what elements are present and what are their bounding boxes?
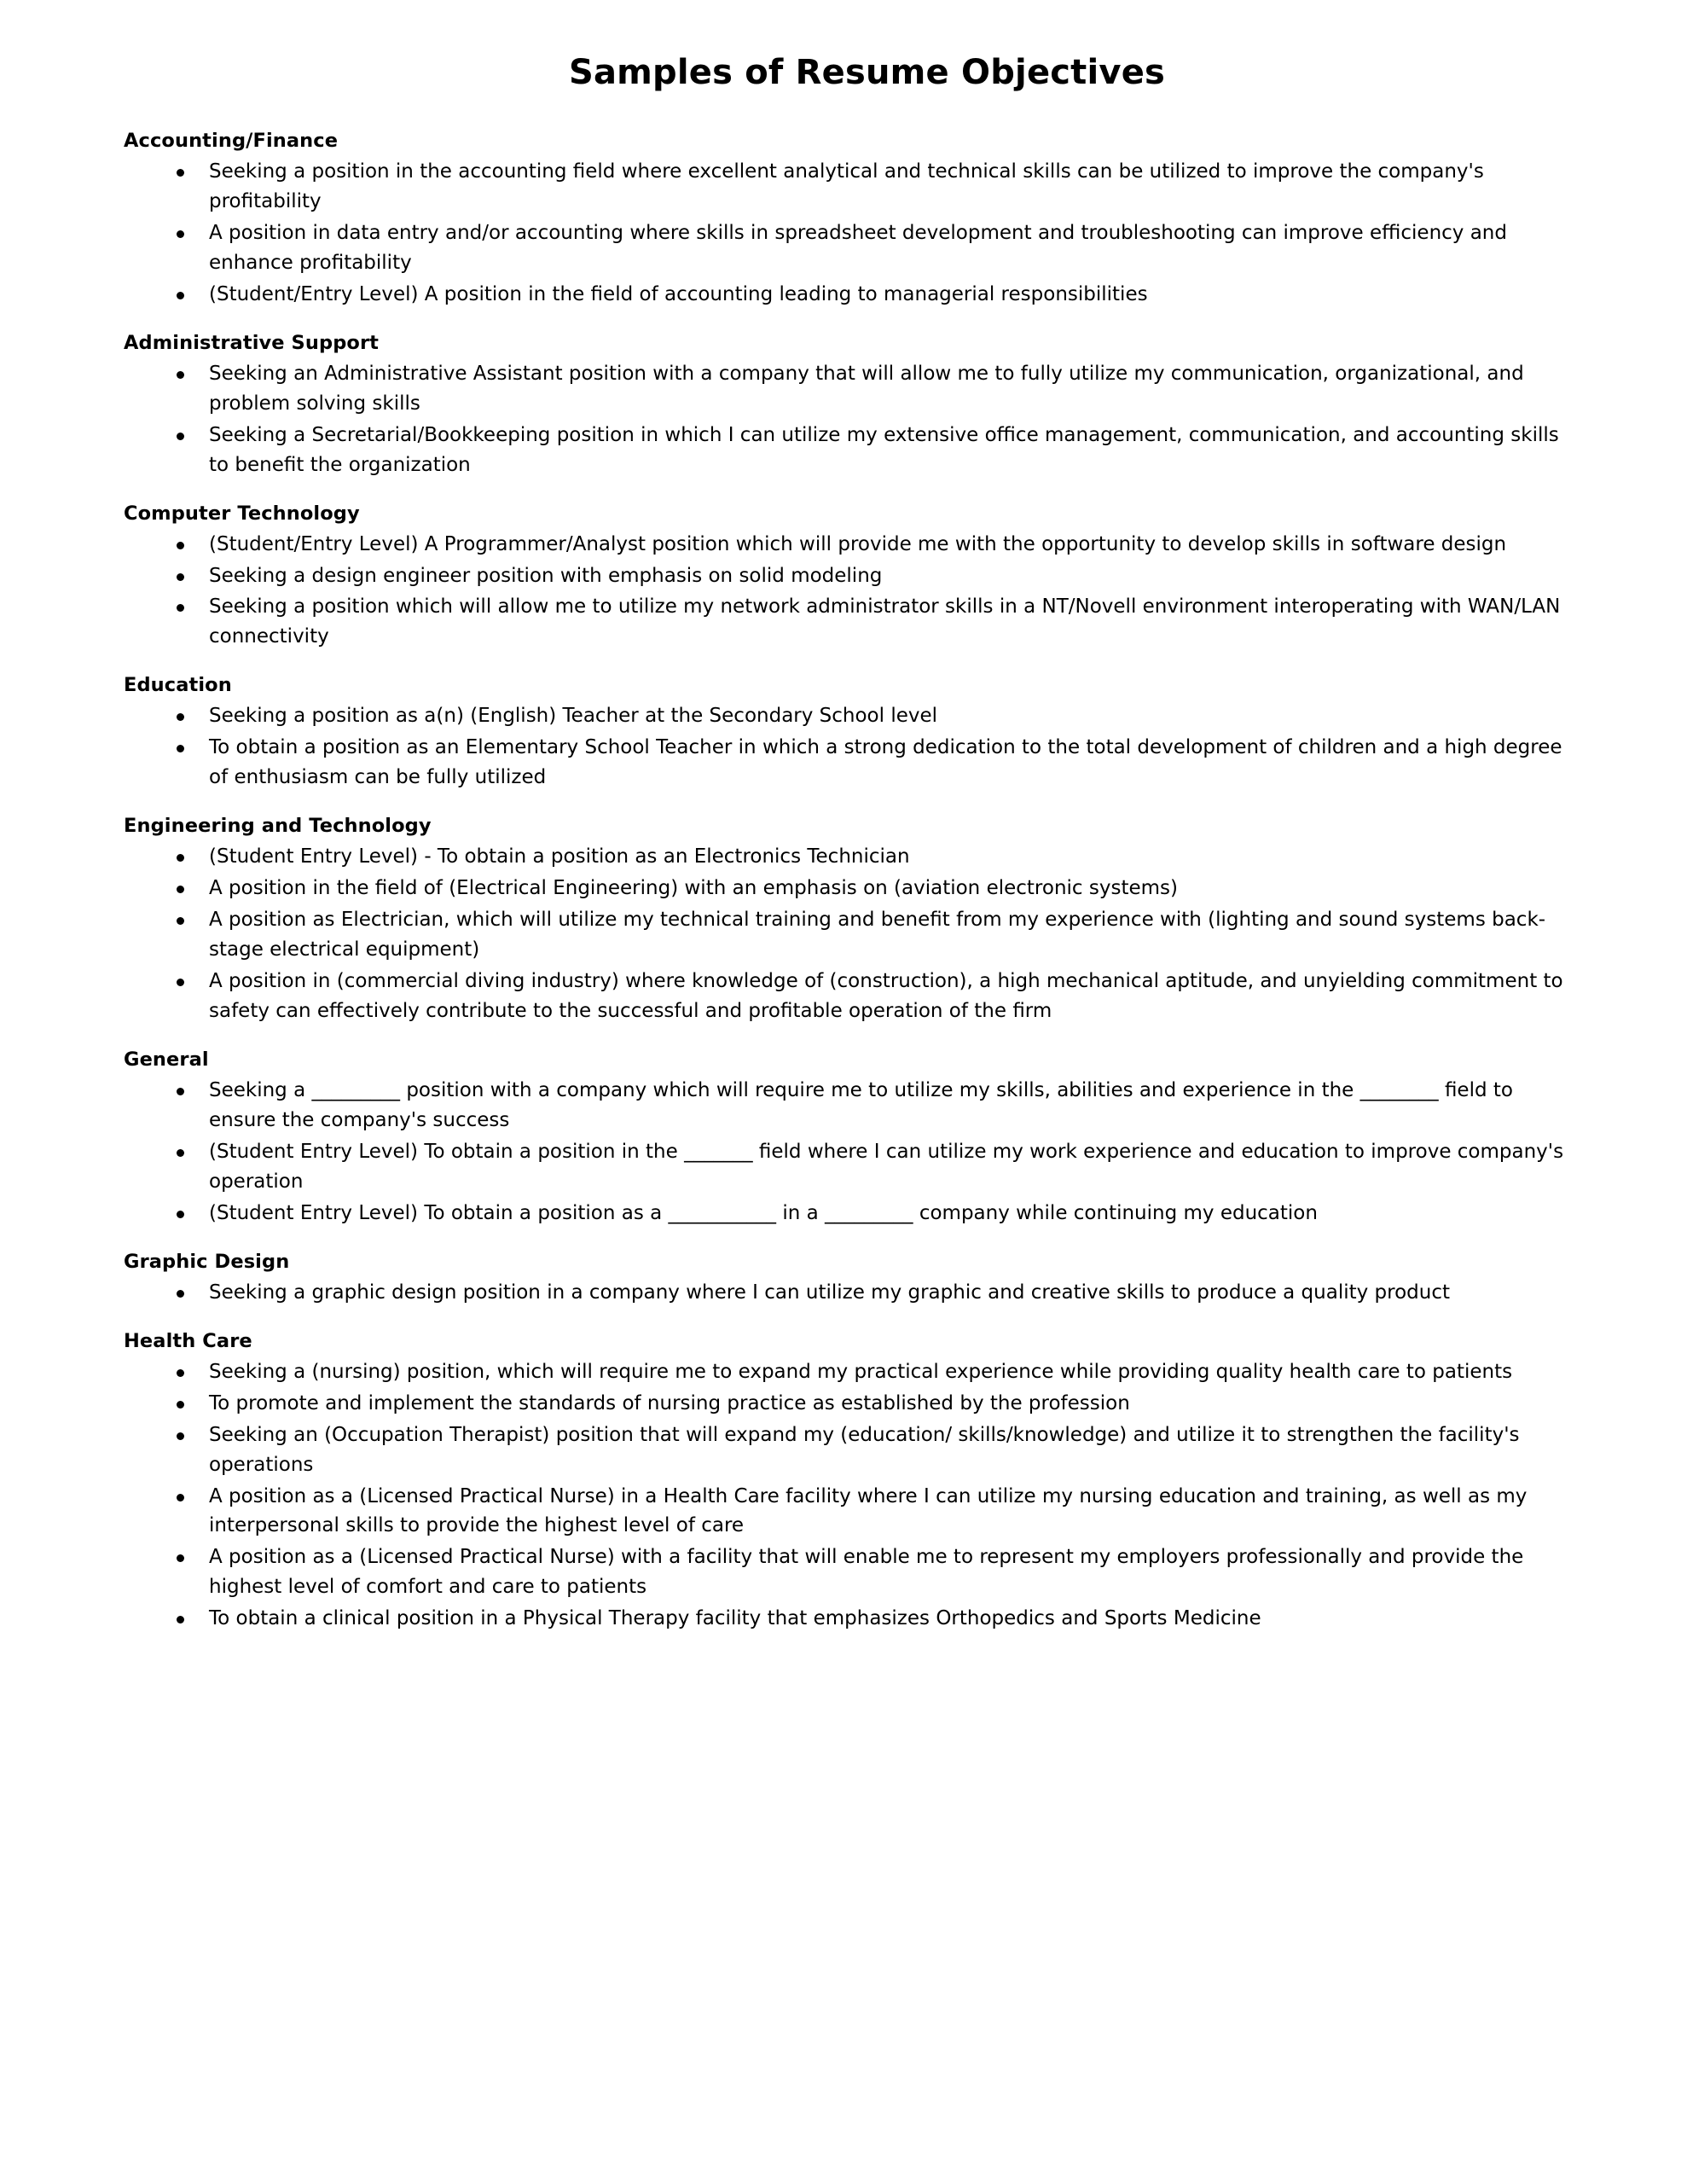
objective-list <box>124 530 1585 653</box>
objective-text: A position as Electrician, which will utilize my technical training and benefit from my experience with (lighting and sound systems back-stage electrical equipment) <box>209 909 1546 961</box>
list-item <box>124 1278 1585 1308</box>
objective-text: (Student/Entry Level) A position in the field of accounting leading to managerial responsibilities <box>209 282 1148 305</box>
section-heading: Health Care <box>124 1329 252 1352</box>
objective-text: Seeking a _________ position with a company which will require me to utilize my skills, abilities and experience in the ________ field to ensure the company's success <box>209 1078 1513 1131</box>
bullet-dot-icon <box>177 230 184 238</box>
list-item <box>124 1199 1585 1228</box>
page-title: Samples of Resume Objectives <box>568 53 1166 92</box>
list-item <box>124 1604 1585 1634</box>
objective-text: Seeking a design engineer position with emphasis on solid modeling <box>209 564 883 587</box>
objective-list <box>124 1278 1585 1308</box>
objective-text: Seeking a graphic design position in a company where I can utilize my graphic and creative skills to produce a quality product <box>209 1281 1451 1304</box>
objective-text: (Student Entry Level) - To obtain a position as an Electronics Technician <box>209 845 910 868</box>
list-item <box>124 1542 1585 1602</box>
resume-objective-section <box>124 815 1585 1026</box>
objective-text: To obtain a position as an Elementary School Teacher in which a strong dedication to the total development of children and a high degree of enthusiasm can be fully utilized <box>209 736 1562 789</box>
list-item <box>124 218 1585 278</box>
resume-objective-section <box>124 130 1585 310</box>
bullet-dot-icon <box>177 1149 184 1157</box>
resume-objective-section <box>124 332 1585 480</box>
objective-text: (Student/Entry Level) A Programmer/Analyst position which will provide me with the opportunity to develop skills in software design <box>209 532 1507 555</box>
section-heading: Computer Technology <box>124 502 360 525</box>
list-item <box>124 359 1585 419</box>
bullet-dot-icon <box>177 1088 184 1095</box>
bullet-dot-icon <box>177 1369 184 1377</box>
list-item <box>124 967 1585 1026</box>
objective-text: (Student Entry Level) To obtain a position as a ___________ in a _________ company while continuing my education <box>209 1201 1318 1224</box>
objective-list <box>124 1357 1585 1635</box>
objective-list <box>124 701 1585 793</box>
bullet-dot-icon <box>177 886 184 893</box>
objective-text: Seeking a position which will allow me to utilize my network administrator skills in a NT/Novell environment interoperating with WAN/LAN connectivity <box>209 595 1561 648</box>
objective-list <box>124 842 1585 1026</box>
bullet-dot-icon <box>177 745 184 752</box>
list-item <box>124 1389 1585 1419</box>
bullet-dot-icon <box>177 604 184 612</box>
list-item <box>124 1137 1585 1197</box>
list-item <box>124 530 1585 560</box>
bullet-dot-icon <box>177 169 184 177</box>
resume-objective-section <box>124 1048 1585 1228</box>
objective-text: Seeking a (nursing) position, which will require me to expand my practical experience while providing quality health care to patients <box>209 1360 1513 1383</box>
list-item <box>124 701 1585 731</box>
section-heading: Engineering and Technology <box>124 815 432 838</box>
objective-text: Seeking a position in the accounting field where excellent analytical and technical skills can be utilized to improve the company's profitability <box>209 160 1484 212</box>
list-item <box>124 842 1585 872</box>
list-item <box>124 592 1585 652</box>
objective-list <box>124 359 1585 480</box>
list-item <box>124 733 1585 793</box>
objective-text: Seeking a position as a(n) (English) Teacher at the Secondary School level <box>209 705 938 728</box>
section-heading: Administrative Support <box>124 331 380 354</box>
objective-text: To obtain a clinical position in a Physical Therapy facility that emphasizes Orthopedics and Sports Medicine <box>209 1607 1261 1630</box>
resume-objective-section <box>124 674 1585 793</box>
list-item <box>124 157 1585 217</box>
list-item <box>124 1357 1585 1387</box>
objective-text: A position as a (Licensed Practical Nurse) in a Health Care facility where I can utilize my nursing education and training, as well as my interpersonal skills to provide the highest level of care <box>209 1484 1528 1537</box>
section-heading: Education <box>124 674 232 697</box>
resume-objective-section <box>124 1330 1585 1635</box>
resume-objective-section <box>124 502 1585 653</box>
bullet-dot-icon <box>177 371 184 379</box>
bullet-dot-icon <box>177 1211 184 1218</box>
list-item <box>124 1482 1585 1542</box>
section-heading: General <box>124 1048 209 1071</box>
section-heading: Graphic Design <box>124 1250 290 1273</box>
objective-text: A position in data entry and/or accounting where skills in spreadsheet development and troubleshooting can improve efficiency and enhance profitability <box>209 221 1507 274</box>
objective-text: Seeking an (Occupation Therapist) position that will expand my (education/ skills/knowledge) and utilize it to strengthen the facility's operations <box>209 1423 1520 1476</box>
bullet-dot-icon <box>177 1554 184 1562</box>
objective-text: (Student Entry Level) To obtain a position in the _______ field where I can utilize my work experience and education to improve company's operation <box>209 1140 1564 1193</box>
bullet-dot-icon <box>177 573 184 581</box>
bullet-dot-icon <box>177 1290 184 1298</box>
bullet-dot-icon <box>177 1432 184 1440</box>
bullet-dot-icon <box>177 854 184 862</box>
bullet-dot-icon <box>177 1494 184 1502</box>
objective-text: A position as a (Licensed Practical Nurse) with a facility that will enable me to represent my employers professionally and provide the highest level of comfort and care to patients <box>209 1546 1524 1599</box>
resume-objective-section <box>124 1251 1585 1308</box>
bullet-dot-icon <box>177 542 184 549</box>
bullet-dot-icon <box>177 713 184 721</box>
sections-container <box>124 130 1585 1634</box>
list-item <box>124 421 1585 480</box>
bullet-dot-icon <box>177 1616 184 1623</box>
section-heading: Accounting/Finance <box>124 130 339 152</box>
objective-text: To promote and implement the standards of nursing practice as established by the profession <box>209 1391 1130 1414</box>
list-item <box>124 874 1585 903</box>
objective-list <box>124 157 1585 310</box>
bullet-dot-icon <box>177 917 184 925</box>
objective-text: Seeking an Administrative Assistant position with a company that will allow me to fully utilize my communication, organizational, and problem solving skills <box>209 362 1524 415</box>
bullet-dot-icon <box>177 292 184 299</box>
objective-text: A position in the field of (Electrical Engineering) with an emphasis on (aviation electronic systems) <box>209 877 1178 900</box>
list-item <box>124 905 1585 965</box>
list-item <box>124 280 1585 310</box>
bullet-dot-icon <box>177 979 184 986</box>
bullet-dot-icon <box>177 433 184 440</box>
list-item <box>124 1420 1585 1480</box>
objective-text: A position in (commercial diving industry) where knowledge of (construction), a high mechanical aptitude, and unyielding commitment to safety can effectively contribute to the successful and profitable operation of the firm <box>209 970 1563 1023</box>
objective-text: Seeking a Secretarial/Bookkeeping position in which I can utilize my extensive office management, communication, and accounting skills to benefit the organization <box>209 423 1559 476</box>
list-item <box>124 561 1585 591</box>
objective-list <box>124 1076 1585 1228</box>
list-item <box>124 1076 1585 1136</box>
bullet-dot-icon <box>177 1401 184 1409</box>
